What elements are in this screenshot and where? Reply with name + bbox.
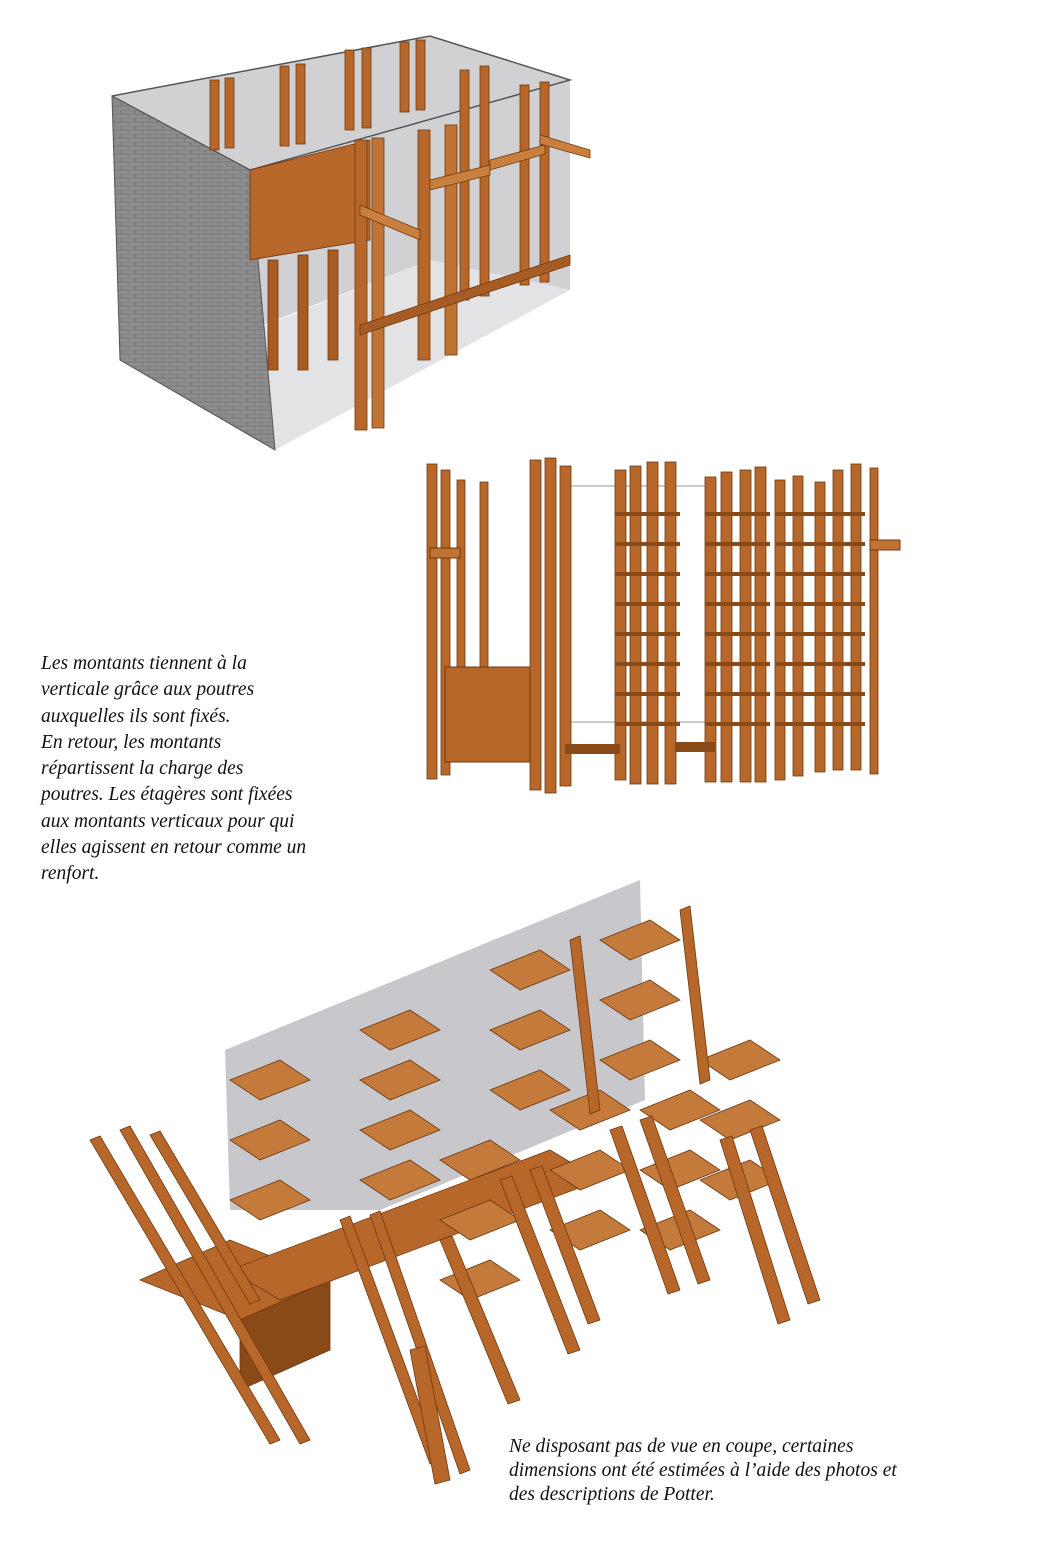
elevation-model-figure [415, 452, 915, 797]
caption-line: En retour, les montants [41, 731, 222, 753]
caption-line: poutres. Les étagères sont fixées [41, 784, 293, 806]
caption-line: répartissent la charge des [41, 758, 244, 780]
caption-line: dimensions ont été estimées à l’aide des photos et [509, 1460, 897, 1481]
elevation-cabinet [445, 667, 530, 762]
room-model-figure [100, 30, 620, 460]
caption-line: Ne disposant pas de vue en coupe, certaines [509, 1436, 854, 1457]
caption-line: renfort. [41, 863, 100, 885]
caption-line: verticale grâce aux poutres [41, 679, 255, 701]
caption-line: elles agissent en retour comme un [41, 837, 307, 859]
dimensions-caption [509, 1435, 897, 1507]
caption-line: auxquelles ils sont fixés. [41, 705, 231, 727]
caption-line: Les montants tiennent à la [41, 653, 247, 674]
isometric-model-figure [80, 880, 860, 1520]
structure-caption [41, 651, 306, 888]
caption-line: des descriptions de Potter. [509, 1484, 715, 1505]
caption-line: aux montants verticaux pour qui [41, 810, 295, 832]
